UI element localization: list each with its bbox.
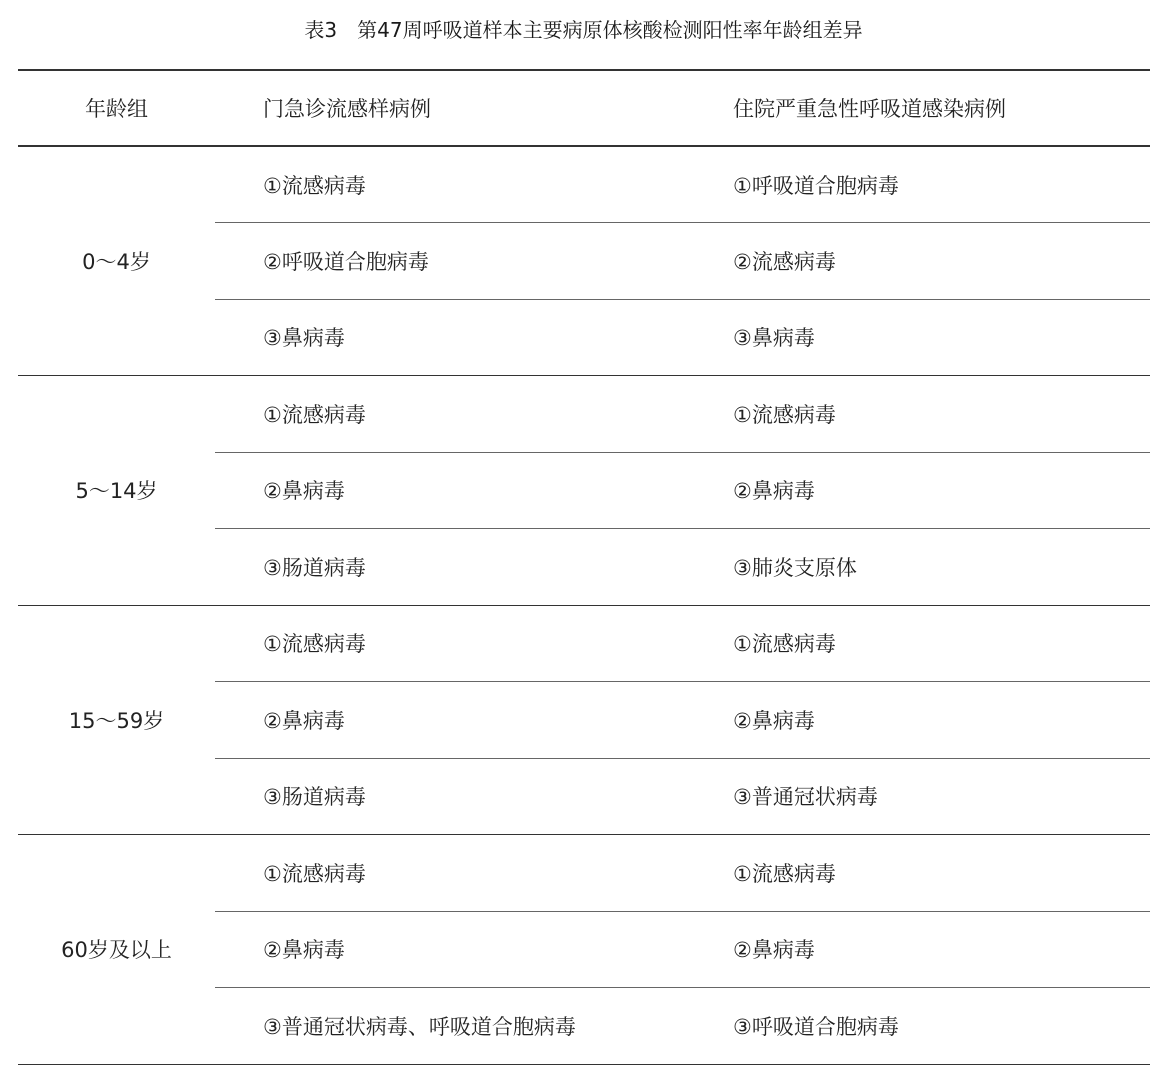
outpatient-cell: ①流感病毒 xyxy=(215,376,685,453)
age-group-cell: 5～14岁 xyxy=(18,376,215,606)
inpatient-cell: ①流感病毒 xyxy=(685,376,1150,453)
header-outpatient: 门急诊流感样病例 xyxy=(215,70,685,146)
outpatient-cell: ②鼻病毒 xyxy=(215,452,685,529)
inpatient-cell: ②鼻病毒 xyxy=(685,452,1150,529)
outpatient-cell: ①流感病毒 xyxy=(215,835,685,912)
inpatient-cell: ③鼻病毒 xyxy=(685,299,1150,376)
age-group-cell: 0～4岁 xyxy=(18,146,215,376)
table-row xyxy=(18,376,1150,453)
table-header xyxy=(18,70,1150,146)
inpatient-cell: ②鼻病毒 xyxy=(685,682,1150,759)
outpatient-cell: ③肠道病毒 xyxy=(215,758,685,835)
age-group-cell: 60岁及以上 xyxy=(18,835,215,1065)
inpatient-cell: ②鼻病毒 xyxy=(685,911,1150,988)
header-inpatient: 住院严重急性呼吸道感染病例 xyxy=(685,70,1150,146)
inpatient-cell: ①流感病毒 xyxy=(685,605,1150,682)
table-row xyxy=(18,146,1150,223)
table-body xyxy=(18,146,1150,1064)
table-row xyxy=(18,835,1150,912)
outpatient-cell: ③肠道病毒 xyxy=(215,529,685,606)
inpatient-cell: ③普通冠状病毒 xyxy=(685,758,1150,835)
outpatient-cell: ①流感病毒 xyxy=(215,146,685,223)
inpatient-cell: ③呼吸道合胞病毒 xyxy=(685,988,1150,1065)
header-row xyxy=(18,70,1150,146)
outpatient-cell: ①流感病毒 xyxy=(215,605,685,682)
inpatient-cell: ③肺炎支原体 xyxy=(685,529,1150,606)
outpatient-cell: ③鼻病毒 xyxy=(215,299,685,376)
outpatient-cell: ③普通冠状病毒、呼吸道合胞病毒 xyxy=(215,988,685,1065)
outpatient-cell: ②鼻病毒 xyxy=(215,682,685,759)
outpatient-cell: ②呼吸道合胞病毒 xyxy=(215,223,685,300)
inpatient-cell: ②流感病毒 xyxy=(685,223,1150,300)
header-age-group: 年龄组 xyxy=(18,70,215,146)
table-title: 表3 第47周呼吸道样本主要病原体核酸检测阳性率年龄组差异 xyxy=(304,18,863,42)
inpatient-cell: ①呼吸道合胞病毒 xyxy=(685,146,1150,223)
inpatient-cell: ①流感病毒 xyxy=(685,835,1150,912)
age-group-cell: 15～59岁 xyxy=(18,605,215,835)
table-row xyxy=(18,605,1150,682)
pathogen-age-table xyxy=(18,69,1150,1065)
outpatient-cell: ②鼻病毒 xyxy=(215,911,685,988)
